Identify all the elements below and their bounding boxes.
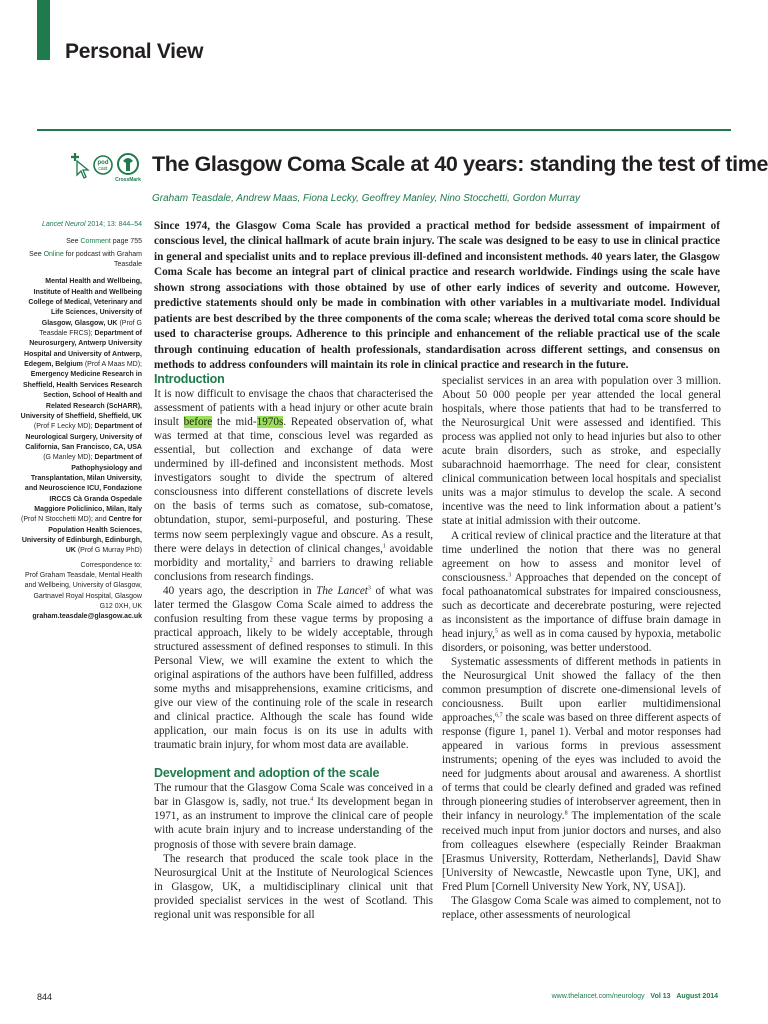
body-column-right (442, 374, 721, 922)
comment-link[interactable]: Comment (80, 238, 111, 246)
icon-strip (68, 151, 144, 193)
citation-volume: 2014; 13: 844–54 (85, 221, 142, 228)
online-link[interactable]: Online (43, 250, 64, 258)
citation-journal: Lancet Neurol (41, 221, 86, 228)
affiliation-2-note: (Prof A Maas MD); (84, 361, 142, 369)
section-label: Personal View (65, 40, 204, 63)
heading-development: Development and adoption of the scale (154, 766, 380, 781)
paragraph (154, 584, 433, 753)
text-run: the scale was based on three different aspects of response (figure 1, panel 1). Verbal and motor responses had appeared in various forms in previous assessment instruments; opening of the eyes was included to avoid the need for judgments about arousal and awareness. A shortlist of terms that could be clearly defined and graded was refined through pioneering studies of interobserver agreement, then in their infancy in neurology. (442, 712, 721, 823)
paragraph: The Glasgow Coma Scale was aimed to complement, not to replace, other assessments of neurological (442, 894, 721, 921)
paragraph (154, 781, 433, 851)
affiliation-3: Emergency Medicine Research in Sheffield, Health Services Research Section, School of Health and Related Research (ScHARR), University of Sheffield, Sheffield, UK (20, 371, 142, 420)
text-run: The implementation of the scale received much input from junior doctors and nurses, and also from colleagues elsewhere (especially Reinder Braakman [Erasmus University, Rotterdam, Netherlands], David Shaw [University of Newcastle, Newcastle upon Tyne, UK], and Fred Plum [Cornell University New York, NY, USA]). (442, 810, 721, 893)
svg-text:cast: cast (98, 166, 108, 172)
text-run: and barriers to drawing reliable conclusions from research findings. (154, 556, 433, 583)
footer-date: August 2014 (676, 993, 718, 1000)
text-run: . Repeated observation of, what was termed at that time, conscious level was regarded as essential, but collection and exchange of data were undermined by ill-defined and inconsistent methods. Most investigators sought to divide the spectrum of altered consciousness into different constellations of discrete levels on the basis of terms such as comatose, sub-comatose, obtundation, stupor, semi-purposeful, and posturing. These terms now seem perplexingly vague and obscure. As a result, there were delays in detection of clinical changes, (154, 416, 433, 555)
reference-sup[interactable]: 3 (508, 571, 512, 578)
paragraph (442, 529, 721, 655)
article-icons (68, 151, 144, 193)
text-run: the mid- (212, 416, 257, 429)
reference-sup[interactable]: 2 (269, 556, 273, 563)
body-column-left (154, 372, 433, 922)
affiliation-6-pre: and (94, 516, 107, 524)
text-run: avoidable morbidity and mortality, (154, 542, 433, 569)
text-run: Approaches that depended on the concept of focal pathoanatomical substrates for impaired consciousness, such as decorticate and decerebrate posturing, were rejected as inconsistent as the importance of diffuse brain damage in head injury, (442, 571, 721, 640)
see-comment-pre: See (66, 238, 81, 246)
podcast-icon[interactable] (94, 156, 112, 174)
reference-sup[interactable]: 6,7 (495, 712, 503, 719)
crossmark-label: CrossMark (115, 177, 141, 183)
correspondence-email[interactable]: graham.teasdale@glasgow.ac.uk (32, 613, 142, 621)
see-online-pre: See (29, 250, 44, 258)
highlight-before: before (183, 416, 213, 429)
text-run: of what was later termed the Glasgow Coma Scale aimed to address the confusion resulting from these vague terms by proposing a practical approach, likely to be widely acceptable, through structured assessment of defined responses to stimuli. In this Personal View, we will examine the extent to which the original aspirations of the authors have been fulfilled, address some myths and misapprehensions, examine criticisms, and give our view of the continuing role of the scale in research and clinical practice. Although the scale has found wide application, our main focus is on its use in adults with traumatic brain injury, for whom most data are available. (154, 584, 433, 752)
add-cursor-icon[interactable] (71, 153, 88, 178)
sidebar (20, 220, 142, 630)
svg-text:pod: pod (97, 160, 109, 166)
reference-sup[interactable]: 4 (310, 796, 314, 803)
affiliation-6: Centre for Population Health Sciences, University of Edinburgh, Edinburgh, UK (21, 516, 142, 555)
paragraph: The research that produced the scale took place in the Neurosurgical Unit at the Institute of Neurological Sciences in Glasgow, UK, a multidisciplinary clinical unit that provided specialist services in the west of Scotland. This regional unit was responsible for all (154, 852, 433, 921)
affiliation-2: Department of Neurosurgery, Antwerp University Hospital and University of Antwerp, Edegem, Belgium (24, 330, 142, 369)
text-run: Systematic assessments of different methods in patients in the Neurosurgical Unit showed the fallacy of the then common presumption of discrete one-dimensional levels of conciousness. Built upon earlier multidimensional approaches, (442, 655, 721, 725)
correspondence-address: Prof Graham Teasdale, Mental Health and Wellbeing, University of Glasgow, Gartnavel Royal Hospital, Glasgow G12 0XH, UK (24, 572, 142, 611)
page-number: 844 (37, 992, 53, 1002)
highlight-1970s: 1970s (256, 416, 284, 429)
heading-introduction: Introduction (154, 372, 225, 386)
affiliation-4: Department of Neurological Surgery, University of California, San Francisco, CA, USA (25, 423, 142, 451)
journal-name: The Lancet (316, 584, 368, 597)
paragraph (442, 655, 721, 894)
text-run: 40 years ago, the description in (163, 584, 317, 597)
see-online-post: for podcast with Graham Teasdale (63, 250, 142, 269)
reference-sup[interactable]: 1 (382, 542, 386, 549)
footer-volume: Vol 13 (650, 993, 671, 1000)
reference-sup[interactable]: 5 (494, 628, 498, 635)
affiliation-5-note: (Prof N Stocchetti MD); (20, 516, 93, 524)
text-run: The rumour that the Glasgow Coma Scale was conceived in a bar in Glasgow is, sadly, not true. (154, 782, 433, 809)
text-run: A critical review of clinical practice and the literature at that time underlined the notion that there was no general agreement on how to assess and monitor level of consciousness. (442, 529, 721, 584)
article-title: The Glasgow Coma Scale at 40 years: standing the test of time (152, 152, 768, 176)
footer-info (552, 993, 718, 1000)
affiliation-4-note: (G Manley MD); (43, 454, 93, 462)
paragraph (154, 387, 433, 584)
reference-sup[interactable]: 3 (367, 584, 371, 591)
affiliation-5: Department of Pathophysiology and Transplantation, Milan University, and Neuroscience ICU, Fondazione IRCCS Cà Granda Ospedale Maggiore Policlinico, Milan, Italy (24, 454, 142, 513)
paragraph: specialist services in an area with population over 3 million. About 50 000 people per year attended the local general hospitals, where those patients that had to be transferred to the Neurosurgical Unit were assessed and identified. This process was applied not only to head injuries but also to other acute brain disorders, such as stroke, and especially subarachnoid haemorrhage. The need for clear, consistent clinical communication between local hospitals and specialist units was a major stimulus to develop the scale. A second incentive was the need to link information about a patient’s state at initial admission with their outcome. (442, 375, 721, 528)
footer-site[interactable]: www.thelancet.com/neurology (551, 993, 645, 1000)
article-authors: Graham Teasdale, Andrew Maas, Fiona Lecky, Geoffrey Manley, Nino Stocchetti, Gordon Murray (152, 193, 580, 204)
see-comment-post: page 755 (110, 238, 142, 246)
affiliation-1: Mental Health and Wellbeing, Institute of Health and Wellbeing College of Medical, Veterinary and Life Sciences, University of Glasgow, Glasgow, UK (28, 278, 142, 327)
header-rule (37, 129, 731, 131)
section-color-bar (37, 0, 50, 60)
affiliation-3-note: (Prof F Lecky MD); (33, 423, 93, 431)
citation (20, 220, 142, 230)
affiliation-6-note: (Prof G Murray PhD) (77, 547, 142, 555)
crossmark-icon[interactable] (115, 154, 141, 183)
affiliations (20, 277, 142, 556)
correspondence (20, 561, 142, 623)
affiliation-1-note: (Prof G Teasdale FRCS); (39, 319, 142, 338)
text-run: Its development began in 1971, as an instrument to improve the clinical care of people with acute brain injury and to increase understanding of the prognosis of those with severe brain damage. (154, 796, 433, 851)
see-comment (20, 237, 142, 247)
text-run: as well as in coma caused by hypoxia, metabolic disorders, or poisoning, was better understood. (442, 627, 721, 654)
text-run: It is now difficult to envisage the chaos that characterised the assessment of patients with a head injury or other acute brain insult (154, 388, 433, 429)
reference-sup[interactable]: 8 (564, 810, 568, 817)
abstract: Since 1974, the Glasgow Coma Scale has provided a practical method for bedside assessment of impairment of conscious level, the clinical hallmark of acute brain injury. The scale was designed to be easy to use in clinical practice in general and specialist units and to replace previous ill-defined and inconsistent methods. 40 years later, the Glasgow Coma Scale has become an integral part of clinical practice and research worldwide. Findings using the scale have shown strong associations with those obtained by use of other early indices of severity and outcome. However, predictive statements should only be made in combination with other variables in a multivariate model. Individual patients are best described by the three components of the coma scale; whereas the derived total coma score should be used to characterise groups. Adherence to this principle and enhancement of the reliable practical use of the scale through continuing education of health professionals, standardisation across different settings, and consensus on methods to address confounders will maintain its role in clinical practice and research in the future. (154, 220, 720, 372)
see-online (20, 250, 142, 271)
correspondence-label: Correspondence to: (80, 561, 142, 569)
